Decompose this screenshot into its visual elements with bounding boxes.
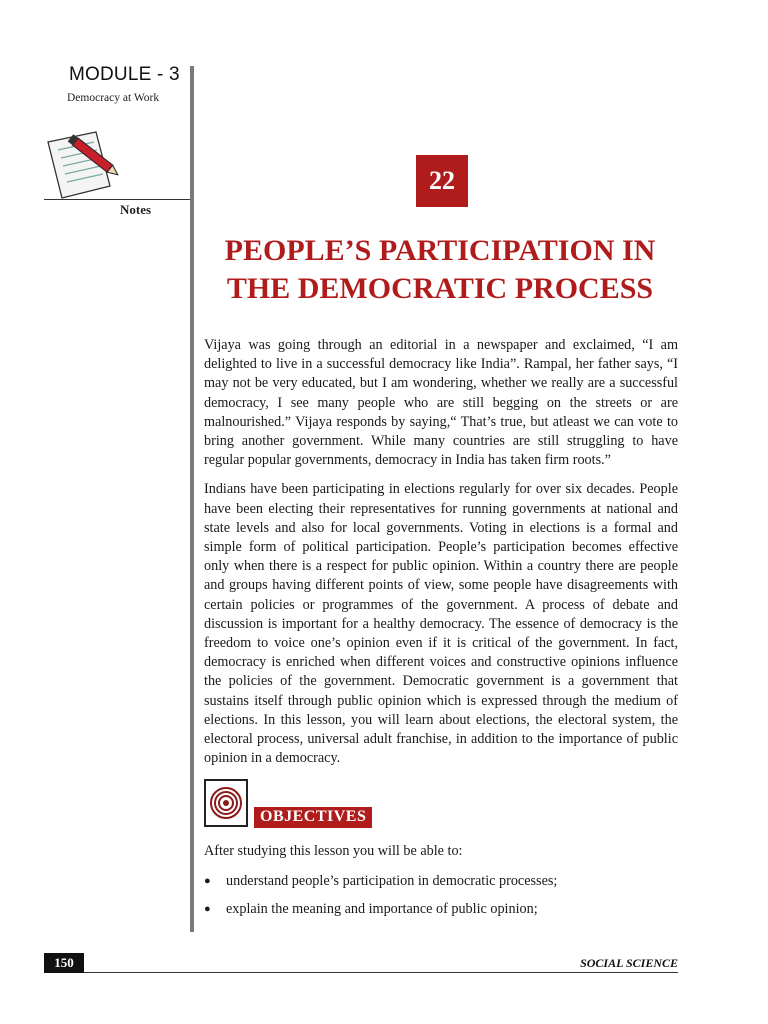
notes-label: Notes — [120, 202, 152, 217]
footer-rule — [84, 972, 678, 973]
body-text — [204, 336, 678, 778]
footer-subject: SOCIAL SCIENCE — [580, 956, 678, 970]
module-title: MODULE - 3 — [69, 64, 180, 85]
bullet-icon: ● — [204, 903, 211, 915]
objectives-intro: After studying this lesson you will be able to: — [204, 843, 463, 859]
objective-item — [204, 872, 678, 890]
page-number: 150 — [44, 953, 84, 973]
module-subtitle: Democracy at Work — [67, 92, 160, 104]
margin-vertical-rule — [190, 66, 194, 932]
objectives-label: OBJECTIVES — [254, 807, 372, 828]
chapter-title — [200, 232, 680, 308]
target-icon — [204, 779, 248, 827]
chapter-number-badge: 22 — [416, 155, 468, 207]
objective-text: understand people’s participation in democratic processes; — [226, 873, 558, 889]
chapter-title-line-1: PEOPLE’S PARTICIPATION IN — [224, 234, 656, 267]
objectives-list — [204, 872, 678, 928]
paragraph-participation: Indians have been participating in elections regularly for over six decades. People have been electing their representatives for running governments at national and state levels and also for local governments. Voting in elections is a formal and simple form of political participation. People’s participation becomes effective only when there is a respect for public opinion. Within a country there are people and groups having different points of view, some people have disagreements with certain policies or programmes of the government. A process of debate and discussion is important for a healthy democracy. The essence of democracy is the freedom to voice one’s opinion even if it is critical of the government. In fact, democracy is enriched when different voices and constructive opinions influence the policies of the government. Democratic government is a government that sustains itself through public opinion which is expressed through the medium of elections. In this lesson, you will learn about elections, the electoral system, the electoral process, universal adult franchise, in addition to the importance of public opinion in a democracy. — [204, 481, 678, 767]
bullet-icon: ● — [204, 875, 211, 887]
objective-text: explain the meaning and importance of public opinion; — [226, 901, 538, 917]
paragraph-intro: Vijaya was going through an editorial in a newspaper and exclaimed, “I am delighted to live in a successful democracy like India”. Rampal, her father says, “I may not be very educated, but I am wondering, whether we really are a successful democracy, I see many people who are still begging on the streets or are malnourished.” Vijaya responds by saying,“ That’s true, but atleast we can vote to bring another government. While many countries are still struggling to have regular popular governments, democracy in India has taken firm roots.” — [204, 337, 678, 469]
chapter-title-line-2: THE DEMOCRATIC PROCESS — [226, 272, 654, 305]
objective-item — [204, 900, 678, 918]
notes-divider — [44, 199, 190, 200]
notes-icon — [44, 128, 128, 205]
